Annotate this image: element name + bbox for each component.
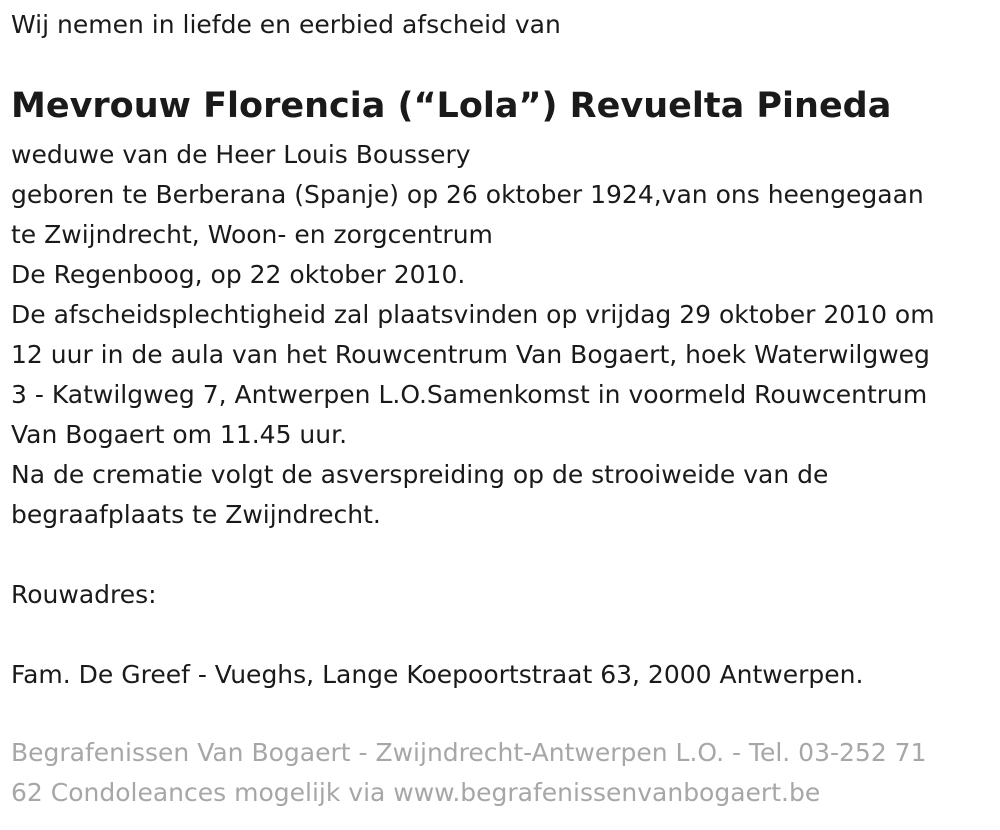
body-line: De afscheidsplechtigheid zal plaatsvinden op vrijdag 29 oktober 2010 om <box>11 300 935 329</box>
address-label: Rouwadres: <box>11 580 157 609</box>
body-line: Na de crematie volgt de asverspreiding op de strooiweide van de <box>11 460 829 489</box>
mourning-address: Fam. De Greef - Vueghs, Lange Koepoortstraat 63, 2000 Antwerpen. <box>11 660 864 689</box>
intro-text: Wij nemen in liefde en eerbied afscheid van <box>11 10 561 39</box>
body-line: begraafplaats te Zwijndrecht. <box>11 500 381 529</box>
footer-credits <box>11 733 926 813</box>
notice-body <box>11 135 935 535</box>
deceased-name: Mevrouw Florencia (“Lola”) Revuelta Pineda <box>11 86 892 126</box>
footer-line: 62 Condoleances mogelijk via www.begrafenissenvanbogaert.be <box>11 778 821 807</box>
body-line: 3 - Katwilgweg 7, Antwerpen L.O.Samenkomst in voormeld Rouwcentrum <box>11 380 928 409</box>
body-line: De Regenboog, op 22 oktober 2010. <box>11 260 466 289</box>
footer-line: Begrafenissen Van Bogaert - Zwijndrecht-Antwerpen L.O. - Tel. 03-252 71 <box>11 738 927 767</box>
body-line: 12 uur in de aula van het Rouwcentrum Van Bogaert, hoek Waterwilgweg <box>11 340 930 369</box>
body-line: geboren te Berberana (Spanje) op 26 oktober 1924,van ons heengegaan <box>11 180 924 209</box>
body-line: te Zwijndrecht, Woon- en zorgcentrum <box>11 220 493 249</box>
body-line: weduwe van de Heer Louis Boussery <box>11 140 471 169</box>
body-line: Van Bogaert om 11.45 uur. <box>11 420 348 449</box>
